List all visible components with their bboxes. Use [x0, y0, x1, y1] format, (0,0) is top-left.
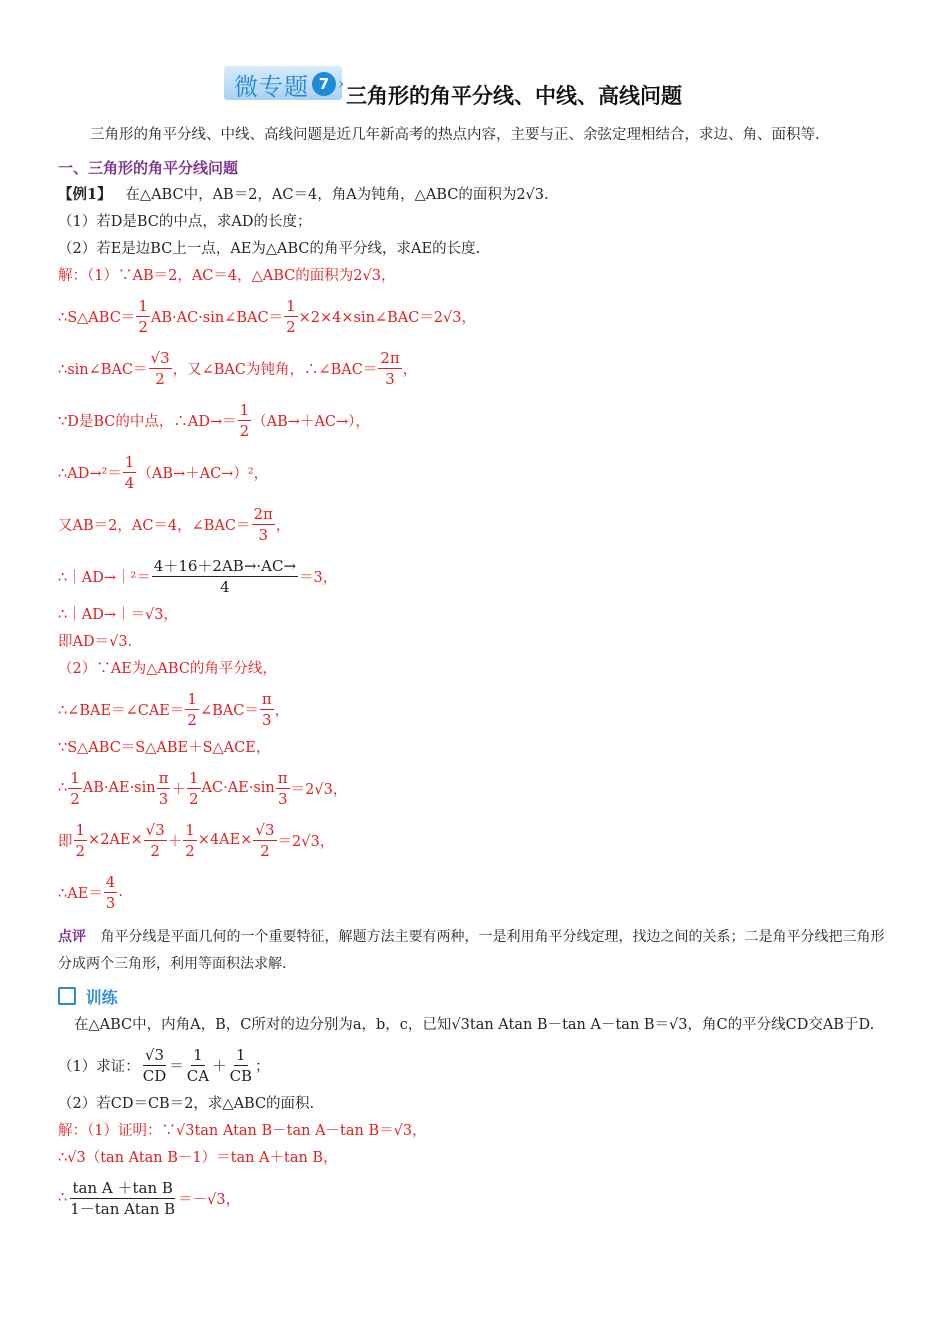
solution-line-11 [58, 683, 888, 735]
math-text: ∴｜AD→｜²＝ [58, 569, 151, 586]
math-text: ∴∠BAE＝∠CAE＝ [58, 702, 185, 719]
document-page [58, 66, 888, 1224]
denominator: 3 [277, 789, 288, 808]
example-tag: 【例1】 [58, 186, 112, 203]
denominator: 2 [75, 841, 86, 860]
denominator: 2 [138, 317, 148, 336]
training-solution-3 [58, 1172, 888, 1224]
math-text: ×2×4×sin∠BAC＝2√3， [298, 309, 476, 326]
denominator: 2 [188, 789, 199, 808]
denominator: 2 [260, 841, 270, 860]
math-text: 又AB＝2，AC＝4，∠BAC＝ [58, 517, 251, 534]
math-text: ＋ [212, 1058, 227, 1075]
numerator: tan A ＋tan B [72, 1178, 173, 1197]
denominator: 3 [158, 789, 169, 808]
denominator: 3 [261, 710, 272, 729]
denominator: 2 [185, 841, 195, 860]
fraction [185, 689, 199, 730]
denominator: 2 [187, 710, 197, 729]
fraction [157, 768, 171, 809]
intro-paragraph: 三角形的角平分线、中线、高线问题是近几年新高考的热点内容，主要与正、余弦定理相结合，求边、角、面积等. [90, 127, 820, 143]
math-text: . [118, 884, 123, 900]
math-text: （1）求证： [58, 1058, 140, 1075]
denominator: 3 [258, 525, 268, 544]
fraction [136, 296, 150, 337]
solution-line-9: 即AD＝√3. [58, 634, 133, 650]
fraction [74, 820, 88, 861]
denominator: CA [186, 1066, 210, 1085]
comment-tag: 点评 [58, 929, 86, 945]
numerator: 1 [236, 1045, 246, 1064]
numerator: 1 [193, 1045, 203, 1064]
numerator: 1 [286, 296, 296, 315]
math-text: ； [255, 1058, 270, 1075]
denominator: 4 [220, 577, 230, 596]
training-question-2: （2）若CD＝CB＝2，求△ABC的面积. [58, 1096, 315, 1112]
denominator: 2 [70, 789, 80, 808]
math-text: ， [275, 517, 291, 534]
numerator: π [277, 768, 288, 787]
solution-line-1: 解：（1）∵AB＝2，AC＝4，△ABC的面积为2√3， [58, 268, 396, 284]
page-title: 三角形的角平分线、中线、高线问题 [346, 84, 682, 108]
solution-line-12: ∵S△ABC＝S△ABE＋S△ACE， [58, 740, 271, 756]
fraction [252, 504, 275, 545]
numerator: 1 [70, 768, 80, 787]
training-solution-1: 解：（1）证明：∵√3tan Atan B－tan A－tan B＝√3， [58, 1123, 427, 1139]
example-question-2: （2）若E是边BC上一点，AE为△ABC的角平分线，求AE的长度. [58, 241, 481, 257]
fraction [141, 1045, 169, 1086]
denominator: CB [229, 1066, 253, 1085]
numerator: 2π [380, 348, 400, 367]
solution-line-3 [58, 342, 888, 394]
numerator: 2π [253, 504, 273, 523]
fraction [253, 820, 276, 861]
fraction [104, 872, 118, 913]
numerator: 1 [75, 820, 86, 839]
math-text: ∴AD→²＝ [58, 465, 122, 482]
denominator: 3 [385, 369, 395, 388]
denominator: 3 [105, 893, 116, 912]
training-stem: 在△ABC中，内角A，B，C所对的边分别为a，b，c，已知√3tan Atan B－tan A－tan B＝√3，角C的平分线CD交AB于D. [74, 1017, 875, 1033]
solution-line-10: （2）∵AE为△ABC的角平分线， [58, 661, 277, 677]
math-text: ＝2√3， [277, 833, 335, 850]
math-text: （AB→＋AC→）²， [137, 465, 269, 482]
math-text: ＝－√3， [178, 1191, 241, 1208]
numerator: 4 [105, 872, 116, 891]
math-text: ×2AE× [88, 832, 143, 848]
numerator: 1 [239, 400, 250, 419]
solution-line-4 [58, 394, 888, 446]
numerator: π [261, 689, 272, 708]
math-text: ∴sin∠BAC＝ [58, 361, 148, 378]
numerator: 1 [185, 820, 195, 839]
math-text: ＋ [171, 781, 186, 798]
training-solution-2: ∴√3（tan Atan B－1）＝tan A＋tan B， [58, 1150, 338, 1166]
badge-number-icon: 7 [312, 72, 336, 96]
pencil-box-icon [58, 987, 76, 1005]
comment-text: 角平分线是平面几何的一个重要特征，解题方法主要有两种，一是利用角平分线定理，找边之间的关系；二是角平分线把三角形分成两个三角形，利用等面积法求解. [58, 929, 885, 972]
training-question-1 [58, 1039, 888, 1091]
fraction [149, 348, 172, 389]
title-row [58, 66, 888, 110]
math-text: AB·AE·sin [82, 780, 156, 796]
fraction [123, 452, 137, 493]
training-heading [58, 984, 888, 1012]
chevron-right-icon: › [338, 74, 345, 93]
denominator: 4 [124, 473, 135, 492]
numerator: 1 [138, 296, 148, 315]
example-stem [58, 181, 888, 209]
solution-line-7 [58, 550, 888, 602]
fraction [238, 400, 252, 441]
fraction [68, 1178, 177, 1219]
solution-line-8: ∴｜AD→｜＝√3， [58, 607, 178, 623]
math-text: AC·AE·sin [201, 780, 275, 796]
numerator: √3 [255, 820, 275, 839]
solution-line-13 [58, 762, 888, 814]
math-text: （AB→＋AC→）， [252, 413, 370, 430]
math-text: ＝2√3， [290, 781, 348, 798]
math-text: ， [402, 361, 418, 378]
numerator: 1 [187, 689, 197, 708]
math-text: ＋ [167, 833, 183, 850]
fraction [260, 689, 274, 730]
denominator: 2 [150, 841, 160, 860]
fraction [152, 556, 298, 597]
training-title: 训练 [85, 988, 118, 1007]
fraction [276, 768, 290, 809]
fraction [183, 820, 197, 861]
fraction [284, 296, 298, 337]
math-text: ∴S△ABC＝ [58, 309, 136, 326]
numerator: √3 [144, 1045, 165, 1064]
numerator: π [158, 768, 169, 787]
math-text: ∴ [58, 1190, 68, 1206]
fraction [68, 768, 82, 809]
math-text: ＝3， [299, 569, 338, 586]
comment-paragraph [58, 924, 888, 978]
numerator: 1 [124, 452, 135, 471]
denominator: CD [142, 1066, 167, 1085]
fraction [185, 1045, 211, 1086]
math-text: ×4AE× [197, 832, 253, 848]
denominator: 2 [155, 369, 165, 388]
solution-line-14 [58, 814, 888, 866]
math-text: ∴ [58, 780, 68, 796]
badge-text: 微专题 [234, 73, 309, 101]
denominator: 2 [239, 421, 250, 440]
example-question-1: （1）若D是BC的中点，求AD的长度； [58, 214, 312, 230]
math-text: ∠BAC＝ [199, 702, 259, 719]
math-text: ＝ [169, 1058, 184, 1075]
fraction [228, 1045, 255, 1086]
numerator: 4＋16＋2AB→·AC→ [153, 556, 297, 575]
solution-line-2 [58, 290, 888, 342]
fraction [187, 768, 201, 809]
solution-line-15 [58, 866, 888, 918]
fraction [144, 820, 167, 861]
math-text: ∵D是BC的中点，∴AD→＝ [58, 413, 237, 430]
math-text: ，又∠BAC为钝角，∴∠BAC＝ [172, 361, 378, 378]
numerator: 1 [188, 768, 199, 787]
fraction [378, 348, 401, 389]
math-text: ∴AE＝ [58, 885, 103, 902]
solution-line-6 [58, 498, 888, 550]
section-heading: 一、三角形的角平分线问题 [58, 159, 239, 177]
numerator: √3 [145, 820, 165, 839]
solution-line-5 [58, 446, 888, 498]
math-text: AB·AC·sin∠BAC＝ [150, 309, 284, 326]
math-text: ， [274, 702, 290, 719]
math-text: 即 [58, 833, 73, 850]
denominator: 1－tan Atan B [70, 1199, 176, 1218]
numerator: √3 [150, 348, 170, 367]
example-stem-text: 在△ABC中，AB＝2，AC＝4，角A为钝角，△ABC的面积为2√3. [125, 187, 549, 203]
denominator: 2 [286, 317, 296, 336]
